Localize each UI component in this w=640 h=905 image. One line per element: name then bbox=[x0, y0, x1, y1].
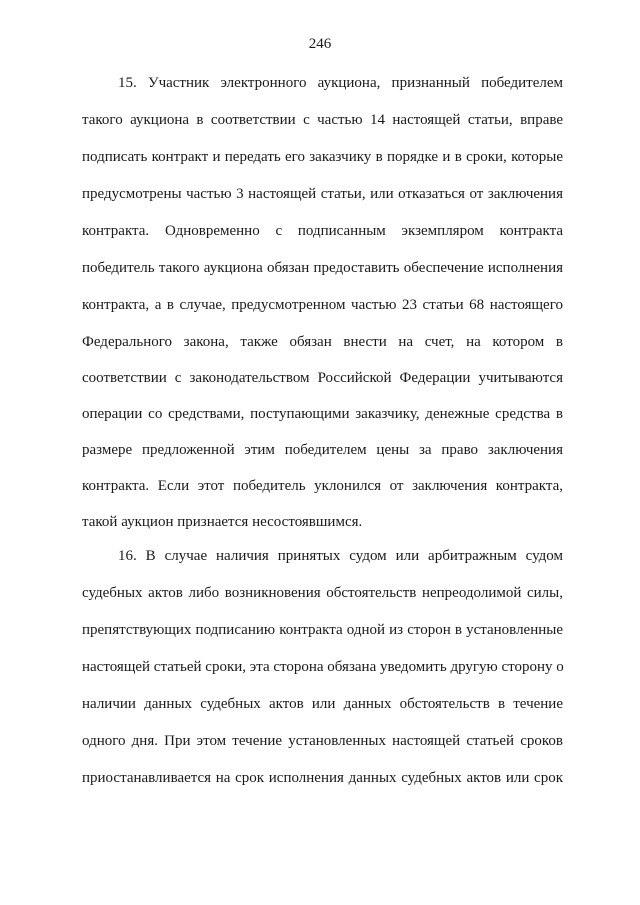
paragraph-15-line: подписать контракт и передать его заказчику в порядке и в сроки, которые bbox=[82, 149, 563, 165]
paragraph-15-line: Федерального закона, также обязан внести на счет, на котором в bbox=[82, 334, 563, 350]
paragraph-15-line: такого аукциона в соответствии с частью 14 настоящей статьи, вправе bbox=[82, 112, 563, 128]
paragraph-16-line: препятствующих подписанию контракта одной из сторон в установленные bbox=[82, 622, 563, 638]
paragraph-15-line: соответствии с законодательством Российской Федерации учитываются bbox=[82, 370, 563, 386]
paragraph-15-line: операции со средствами, поступающими заказчику, денежные средства в bbox=[82, 406, 563, 422]
page-number: 246 bbox=[308, 36, 332, 52]
paragraph-16-line: приостанавливается на срок исполнения данных судебных актов или срок bbox=[82, 770, 563, 786]
paragraph-16-line: наличии данных судебных актов или данных обстоятельств в течение bbox=[82, 696, 563, 712]
paragraph-16-line: судебных актов либо возникновения обстоятельств непреодолимой силы, bbox=[82, 585, 563, 601]
paragraph-16-line: одного дня. При этом течение установленных настоящей статьей сроков bbox=[82, 733, 563, 749]
paragraph-15-line: победитель такого аукциона обязан предоставить обеспечение исполнения bbox=[82, 260, 563, 276]
paragraph-15-line: такой аукцион признается несостоявшимся. bbox=[82, 514, 363, 530]
paragraph-16-line: настоящей статьей сроки, эта сторона обязана уведомить другую сторону о bbox=[82, 659, 564, 675]
paragraph-15-line: предусмотрены частью 3 настоящей статьи, или отказаться от заключения bbox=[82, 186, 563, 202]
paragraph-15-line: размере предложенной этим победителем цены за право заключения bbox=[82, 442, 563, 458]
paragraph-15-line: контракта, а в случае, предусмотренном частью 23 статьи 68 настоящего bbox=[82, 297, 563, 313]
paragraph-15-line: контракта. Если этот победитель уклонился от заключения контракта, bbox=[82, 478, 563, 494]
paragraph-15-line: 15. Участник электронного аукциона, признанный победителем bbox=[118, 75, 563, 91]
paragraph-16-line: 16. В случае наличия принятых судом или арбитражным судом bbox=[118, 548, 563, 564]
paragraph-15-line: контракта. Одновременно с подписанным экземпляром контракта bbox=[82, 223, 563, 239]
